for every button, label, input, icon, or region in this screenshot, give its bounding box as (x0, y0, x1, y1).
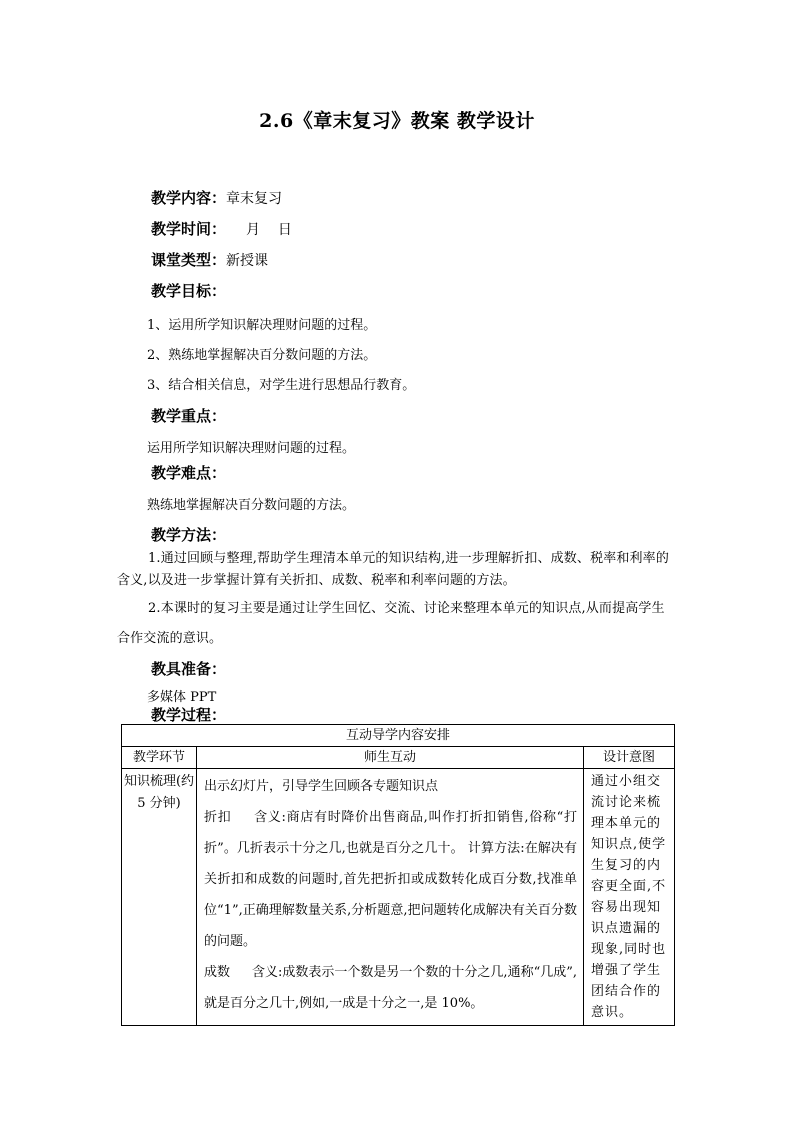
key-point-label: 教学重点： (151, 407, 227, 425)
process-heading (151, 704, 226, 725)
difficulty-label: 教学难点： (151, 464, 227, 482)
table-row (122, 769, 675, 1026)
key-point-heading (151, 405, 226, 426)
difficulty-heading (151, 462, 226, 483)
methods-heading (151, 524, 226, 545)
header-interaction: 师生互动 (197, 747, 584, 769)
interaction-intro: 出示幻灯片，引导学生回顾各专题知识点 (204, 779, 439, 794)
teaching-content (151, 187, 282, 208)
teaching-time-value: 月 日 (246, 222, 292, 238)
class-type (151, 249, 268, 270)
goals-heading (151, 280, 226, 301)
tools-heading (151, 658, 226, 679)
stage-cell: 知识梳理(约 5 分钟) (122, 769, 197, 1026)
chengshu-term: 成数 (204, 965, 231, 980)
interaction-cell (197, 769, 584, 1026)
document-title: 2.6《章末复习》教案 教学设计 (259, 110, 535, 132)
goal-item-2: 2、熟练地掌握解决百分数问题的方法。 (147, 348, 377, 363)
teaching-content-value: 章末复习 (226, 191, 283, 207)
goals-label: 教学目标： (151, 282, 227, 300)
process-table (121, 724, 675, 1026)
discount-term: 折扣 (204, 810, 232, 825)
goal-item-1: 1、运用所学知识解决理财问题的过程。 (147, 318, 377, 333)
teaching-time-label: 教学时间： (151, 220, 227, 238)
methods-paragraph-1: 1.通过回顾与整理,帮助学生理清本单元的知识结构,进一步理解折扣、成数、税率和利率的含义,以及进一步掌握计算有关折扣、成数、税率和利率问题的方法。 (117, 551, 669, 588)
discount-text: 含义:商店有时降价出售商品,叫作打折扣销售,俗称“打折”。几折表示十分之几,也就是百分之几十。 计算方法:在解决有关折扣和成数的问题时,首先把折扣或成数转化成百分数,找准单位“1”,正确理解数量关系,分析题意,把问题转化成解决有关百分数的问题。 (204, 810, 577, 949)
chengshu-block (204, 957, 577, 1019)
tools-label: 教具准备： (151, 660, 227, 678)
methods-label: 教学方法： (151, 526, 227, 544)
teaching-content-label: 教学内容： (151, 189, 227, 207)
difficulty-text: 熟练地掌握解决百分数问题的方法。 (147, 498, 356, 513)
tools-text: 多媒体 PPT (147, 690, 217, 705)
table-title: 互动导学内容安排 (122, 725, 675, 747)
key-point-text: 运用所学知识解决理财问题的过程。 (147, 441, 356, 456)
goal-item-3: 3、结合相关信息，对学生进行思想品行教育。 (147, 378, 416, 393)
discount-block (204, 802, 577, 957)
process-label: 教学过程： (151, 706, 227, 724)
intent-cell: 通过小组交流讨论来梳理本单元的知识点,使学生复习的内容更全面,不容易出现知识点遗漏的现象,同时也增强了学生团结合作的意识。 (584, 769, 675, 1026)
class-type-value: 新授课 (226, 253, 269, 269)
chengshu-text: 含义:成数表示一个数是另一个数的十分之几,通称“几成”,就是百分之几十,例如,一成是十分之一,是 10%。 (204, 965, 577, 1011)
methods-paragraph-2: 2.本课时的复习主要是通过让学生回忆、交流、讨论来整理本单元的知识点,从而提高学生合作交流的意识。 (117, 601, 665, 646)
teaching-time (151, 218, 292, 239)
class-type-label: 课堂类型： (151, 251, 227, 269)
header-stage: 教学环节 (122, 747, 197, 769)
header-intent: 设计意图 (584, 747, 675, 769)
